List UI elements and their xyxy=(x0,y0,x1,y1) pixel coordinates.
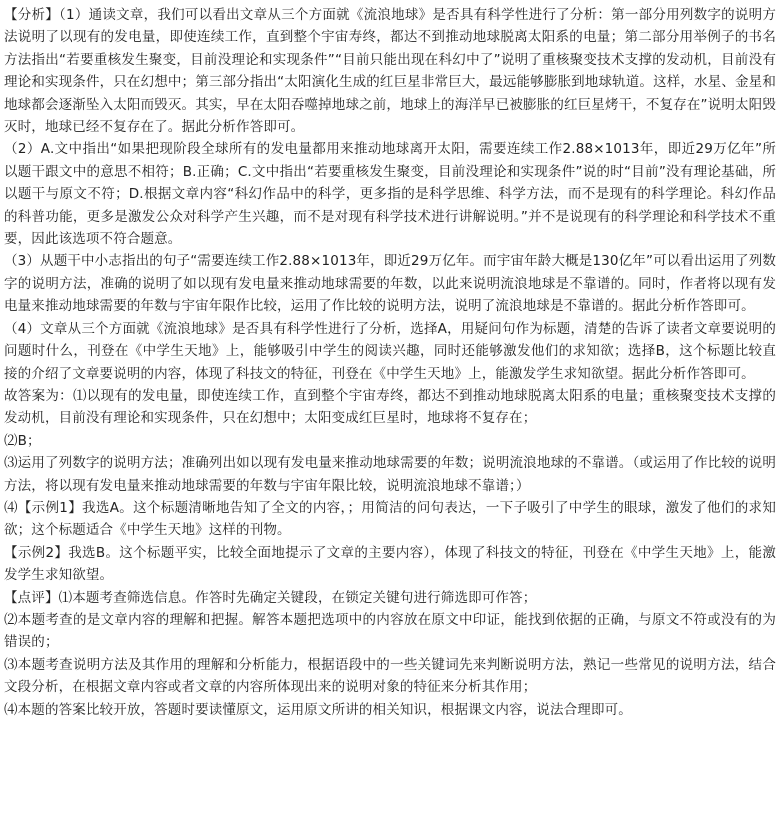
answer-paragraph: ⑷【示例1】我选A。这个标题清晰地告知了全文的内容，；用简洁的问句表达，一下子吸引了中学生的眼球，激发了他们的求知欲；这个标题适合《中学生天地》这样的刊物。 xyxy=(4,499,776,539)
comment-paragraph: ⑵本题考查的是文章内容的理解和把握。解答本题把选项中的内容放在原文中印证，能找到依据的正确，与原文不符或没有的为错误的； xyxy=(4,611,776,651)
answer-analysis-document xyxy=(4,4,776,721)
answer-paragraph: 【示例2】我选B。这个标题平实，比较全面地提示了文章的主要内容），体现了科技文的特征，刊登在《中学生天地》上，能激发学生求知欲望。 xyxy=(4,544,776,584)
comment-paragraph: ⑶本题考查说明方法及其作用的理解和分析能力，根据语段中的一些关键词先来判断说明方法，熟记一些常见的说明方法，结合文段分析，在根据文章内容或者文章的内容所体现出来的说明对象的特征来分析其作用； xyxy=(4,656,776,696)
answer-paragraph: ⑶运用了列数字的说明方法；准确列出如以现有发电量来推动地球需要的年数；说明流浪地球的不靠谱。（或运用了作比较的说明方法，将以现有发电量来推动地球需要的年数与宇宙年限比较，说明流浪地球不靠谱；） xyxy=(4,455,776,494)
analysis-paragraph: （2）A.文中指出“如果把现阶段全球所有的发电量都用来推动地球离开太阳，需要连续工作2.88×1013年，即近29万亿年”所以题干跟文中的意思不相符；B.正确；C.文中指出“若要重核发生聚变，目前没理论和实现条件”说的时“目前”没有理论基础，所以题干与原文不符；D.根据文章内容“科幻作品中的科学，更多指的是科学思维、科学方法，而不是现有的科学理论。科幻作品的科普功能，更多是激发公众对科学产生兴趣，而不是对现有科学技术进行讲解说明。”并不是说现有的科学理论和科学技术不重要，因此该选项不符合题意。 xyxy=(4,141,776,248)
analysis-paragraph: （3）从题干中小志指出的句子“需要连续工作2.88×1013年，即近29万亿年。而宇宙年龄大概是130亿年”可以看出运用了列数字的说明方法，准确的说明了如以现有发电量来推动地球需要的年数，以此来说明流浪地球是不靠谱的。同时，作者将以现有发电量来推动地球需要的年数与宇宙年限作比较，运用了作比较的说明方法，说明了流浪地球是不靠谱的。据此分析作答即可。 xyxy=(4,253,776,315)
answer-paragraph: ⑵B； xyxy=(4,432,41,449)
comment-paragraph: ⑷本题的答案比较开放，答题时要读懂原文，运用原文所讲的相关知识，根据课文内容，说法合理即可。 xyxy=(4,701,632,718)
analysis-paragraph: （4）文章从三个方面就《流浪地球》是否具有科学性进行了分析，选择A，用疑问句作为标题，清楚的告诉了读者文章要说明的问题时什么，刊登在《中学生天地》上，能够吸引中学生的阅读兴趣，同时还能够激发他们的求知欲；选择B，这个标题比较直接的介绍了文章要说明的内容，体现了科技文的特征，刊登在《中学生天地》上，能激发学生求知欲望。据此分析作答即可。 xyxy=(4,320,776,382)
analysis-paragraph: 【分析】（1）通读文章，我们可以看出文章从三个方面就《流浪地球》是否具有科学性进行了分析：第一部分用列数字的说明方法说明了以现有的发电量，即使连续工作，直到整个宇宙寿终，都达不到推动地球脱离太阳系的电量；第二部分用举例子的书名方法指出“若要重核发生聚变，目前没理论和实现条件”“目前只能出现在科幻中了”说明了重核聚变技术支撑的发动机，目前没有理论和实现条件，只在幻想中；第三部分指出“太阳演化生成的红巨星非常巨大，最远能够膨胀到地球轨道。这样，水星、金星和地球都会逐渐坠入太阳而毁灭。其实，早在太阳吞噬掉地球之前，地球上的海洋早已被膨胀的红巨星烤干，不复存在”说明太阳毁灭时，地球已经不复存在了。据此分析作答即可。 xyxy=(4,7,776,136)
comment-paragraph: 【点评】⑴本题考查筛选信息。作答时先确定关键段，在锁定关键句进行筛选即可作答； xyxy=(4,589,537,606)
answer-paragraph: 故答案为：⑴以现有的发电量，即使连续工作，直到整个宇宙寿终，都达不到推动地球脱离太阳系的电量；重核聚变技术支撑的发动机，目前没有理论和实现条件，只在幻想中；太阳变成红巨星时，地球将不复存在； xyxy=(4,387,776,427)
